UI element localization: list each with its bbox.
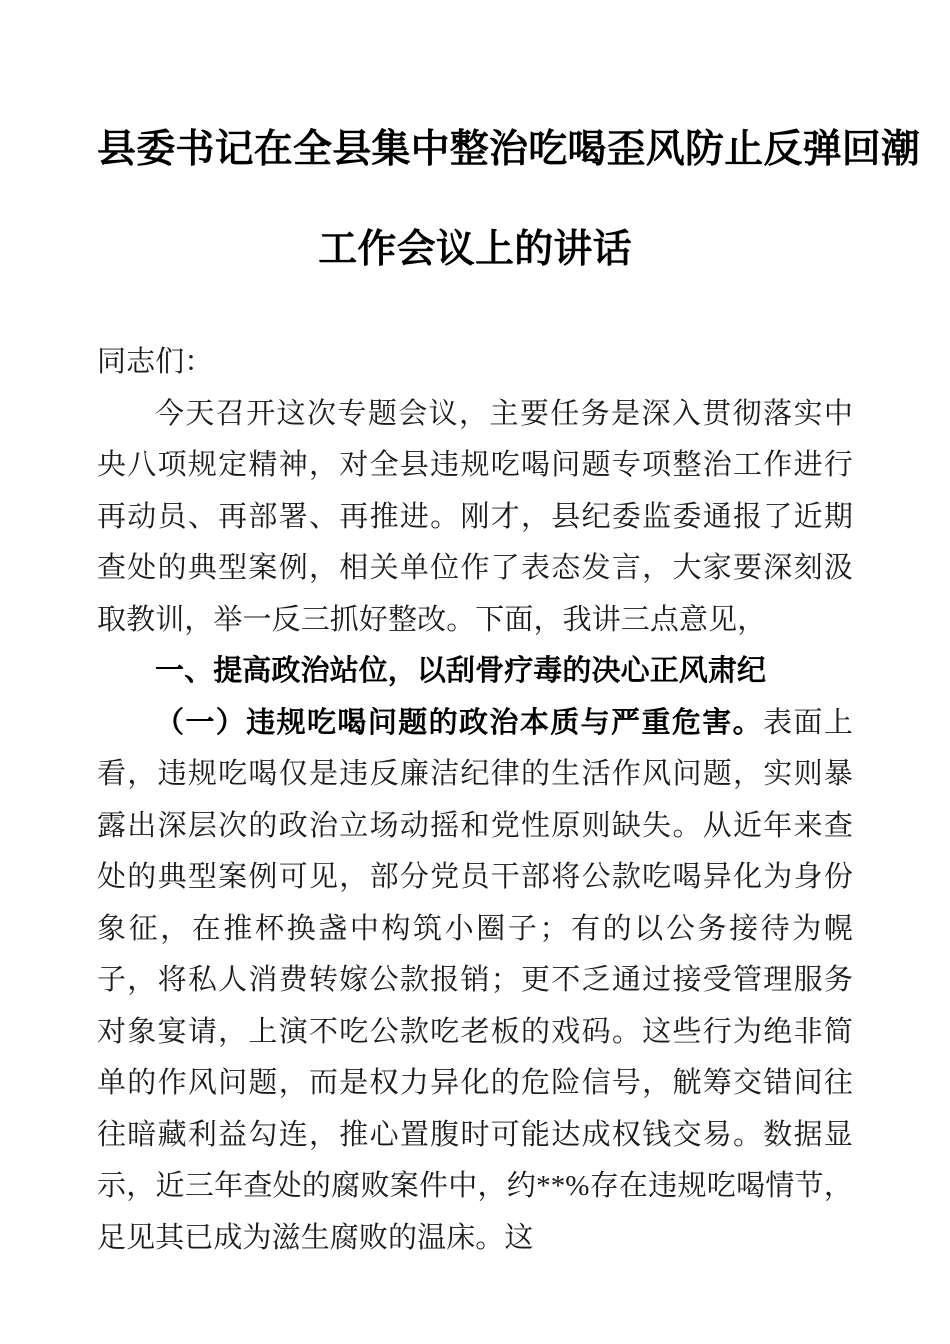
document-title-line-1: 县委书记在全县集中整治吃喝歪风防止反弹回潮 xyxy=(97,128,921,171)
document-title-line-2: 工作会议上的讲话 xyxy=(318,228,632,271)
salutation: 同志们： xyxy=(97,346,214,378)
subsection-1-bold-lead: （一）违规吃喝问题的政治本质与严重危害。 xyxy=(155,706,764,739)
subsection-1-paragraph xyxy=(97,698,853,1265)
section-heading-1: 一、提高政治站位，以刮骨疗毒的决心正风肃纪 xyxy=(155,655,767,687)
subsection-1-body: 表面上看，违规吃喝仅是违反廉洁纪律的生活作风问题，实则暴露出深层次的政治立场动摇和党性原则缺失。从近年来查处的典型案例可见，部分党员干部将公款吃喝异化为身份象征，在推杯换盏中构筑小圈子；有的以公务接待为幌子，将私人消费转嫁公款报销；更不乏通过接受管理服务对象宴请，上演不吃公款吃老板的戏码。这些行为绝非简单的作风问题，而是权力异化的危险信号，觥筹交错间往往暗藏利益勾连，推心置腹时可能达成权钱交易。数据显示，近三年查处的腐败案件中，约**%存在违规吃喝情节，足见其已成为滋生腐败的温床。这 xyxy=(97,706,853,1254)
document-title xyxy=(97,0,921,293)
document-body xyxy=(97,0,921,1264)
intro-paragraph: 今天召开这次专题会议，主要任务是深入贯彻落实中央八项规定精神，对全县违规吃喝问题专项整治工作进行再动员、再部署、再推进。刚才，县纪委监委通报了近期查处的典型案例，相关单位作了表态发言，大家要深刻汲取教训，举一反三抓好整改。下面，我讲三点意见， xyxy=(97,397,853,636)
